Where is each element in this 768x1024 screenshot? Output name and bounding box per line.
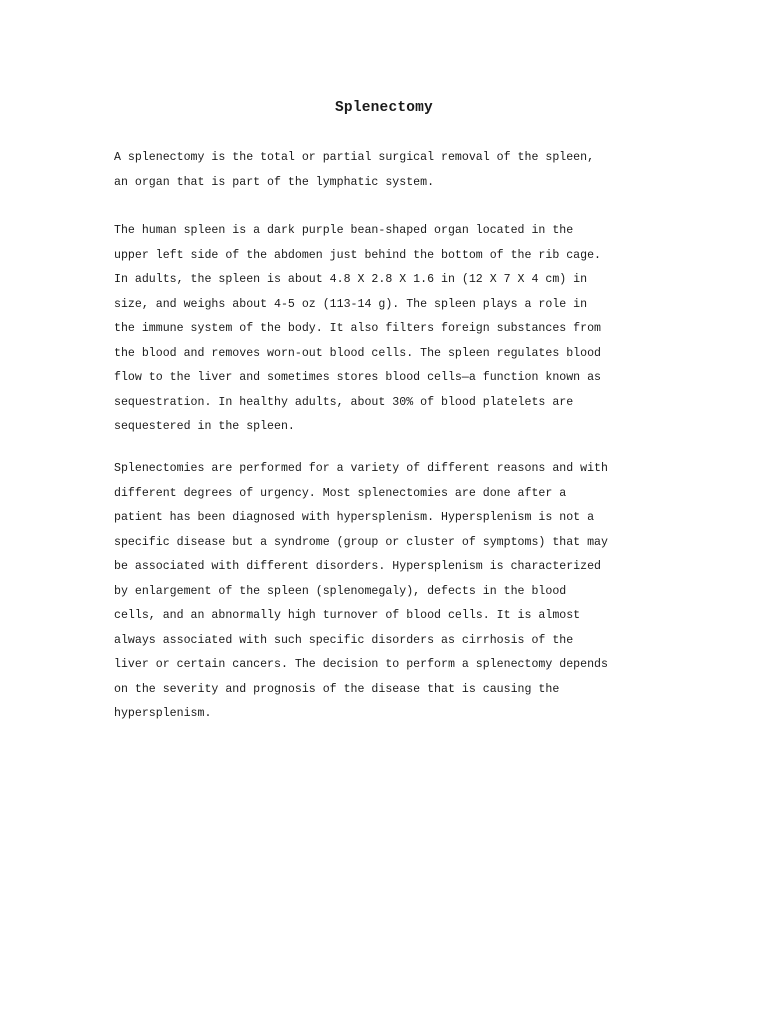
paragraph-definition [114,146,674,195]
text-line: Splenectomies are performed for a variety of different reasons and with [114,462,608,475]
text-line: size, and weighs about 4-5 oz (113-14 g). The spleen plays a role in [114,297,588,311]
text-line: patient has been diagnosed with hypersplenism. Hypersplenism is not a [114,511,595,524]
text-line: on the severity and prognosis of the disease that is causing the [114,682,560,696]
document-title: Splenectomy [335,99,433,116]
text-line: by enlargement of the spleen (splenomegaly), defects in the blood [114,584,567,598]
text-line: upper left side of the abdomen just behind the bottom of the rib cage. [114,248,602,262]
text-line: sequestration. In healthy adults, about 30% of blood platelets are [114,395,574,409]
text-line: liver or certain cancers. The decision to perform a splenectomy depends [114,658,608,671]
text-line: A splenectomy is the total or partial surgical removal of the spleen, [114,151,595,164]
text-line: the blood and removes worn-out blood cells. The spleen regulates blood [114,346,602,360]
text-line: be associated with different disorders. Hypersplenism is characterized [114,560,602,573]
text-line: the immune system of the body. It also filters foreign substances from [114,322,602,335]
text-line: The human spleen is a dark purple bean-shaped organ located in the [114,224,574,237]
text-line: different degrees of urgency. Most splenectomies are done after a [114,486,567,500]
text-line: cells, and an abnormally high turnover of blood cells. It is almost [114,609,581,622]
text-line: an organ that is part of the lymphatic system. [114,175,435,189]
text-line: hypersplenism. [114,707,212,720]
text-line: specific disease but a syndrome (group or cluster of symptoms) that may [114,535,608,549]
text-line: flow to the liver and sometimes stores blood cells—a function known as [114,371,602,384]
text-line: In adults, the spleen is about 4.8 X 2.8 X 1.6 in (12 X 7 X 4 cm) in [114,273,588,286]
paragraph-anatomy [114,219,674,440]
text-line: sequestered in the spleen. [114,420,295,433]
paragraph-indications [114,457,674,727]
text-line: always associated with such specific disorders as cirrhosis of the [114,633,574,647]
